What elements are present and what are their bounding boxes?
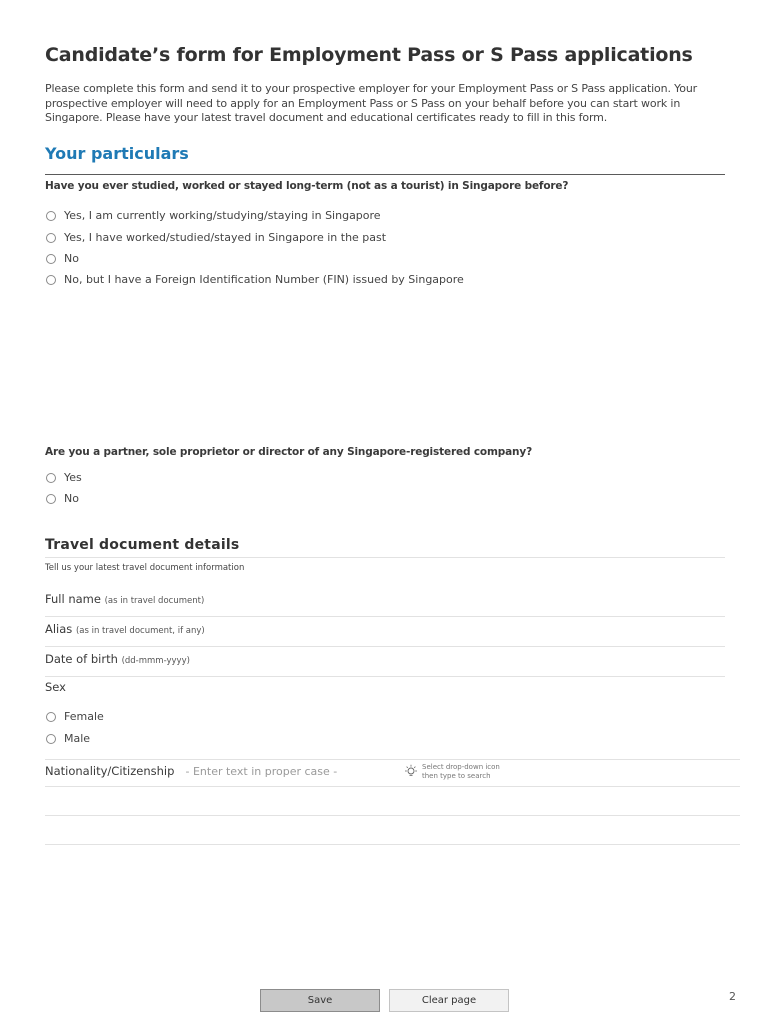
field-divider [45,646,725,647]
radio-button[interactable] [46,275,56,285]
radio-button[interactable] [46,254,56,264]
lightbulb-icon[interactable] [404,764,418,778]
dropdown-hint [422,763,500,780]
option-label: Yes, I have worked/studied/stayed in Singapore in the past [64,231,387,244]
radio-button[interactable] [46,233,56,243]
section-divider [45,174,725,175]
field-hint: (as in travel document, if any) [75,626,205,636]
option-label: No [64,252,79,265]
field-label: Full name [45,592,101,606]
alias-field[interactable] [45,622,205,636]
option-label: Yes [64,471,82,484]
option-has-fin[interactable] [46,273,464,286]
form-title: Candidate’s form for Employment Pass or S Pass applications [45,44,693,66]
radio-button[interactable] [46,712,56,722]
field-label: Alias [45,622,73,636]
field-hint: (as in travel document) [104,596,205,606]
question-prior-stay: Have you ever studied, worked or stayed long-term (not as a tourist) in Singapore before? [45,180,569,192]
option-past-stay[interactable] [46,231,386,244]
option-label: Male [64,732,91,745]
nationality-label: Nationality/Citizenship [45,764,175,778]
option-sex-female[interactable] [46,710,104,723]
full-name-field[interactable] [45,592,204,606]
option-no-stay[interactable] [46,252,79,265]
field-divider [45,676,725,677]
option-label: No [64,492,79,505]
option-label: No, but I have a Foreign Identification Number (FIN) issued by Singapore [64,273,464,286]
save-button[interactable]: Save [260,989,380,1012]
field-divider [45,844,740,845]
section-heading-particulars: Your particulars [45,144,189,163]
intro-paragraph: Please complete this form and send it to your prospective employer for your Employment Pass or S Pass application. Your prospective employer will need to apply for an Employment Pass or S Pass on your behalf before you can start work in Singapore. Please have your latest travel document and educational certificates ready to fill in this form. [45,82,698,124]
question-company-role: Are you a partner, sole proprietor or director of any Singapore-registered company? [45,446,533,458]
radio-button[interactable] [46,494,56,504]
section-divider [45,557,725,558]
field-divider [45,786,740,787]
dropdown-hint-line: then type to search [422,771,491,780]
option-label: Yes, I am currently working/studying/staying in Singapore [64,209,381,222]
option-sex-male[interactable] [46,732,90,745]
option-company-yes[interactable] [46,471,82,484]
clear-page-button[interactable]: Clear page [389,989,509,1012]
field-label: Date of birth [45,652,118,666]
radio-button[interactable] [46,211,56,221]
travel-document-subtext: Tell us your latest travel document information [45,563,245,573]
option-label: Female [64,710,104,723]
radio-button[interactable] [46,734,56,744]
dropdown-hint-line: Select drop-down icon [422,763,500,771]
field-divider [45,815,740,816]
option-company-no[interactable] [46,492,79,505]
option-currently-in-singapore[interactable] [46,209,381,222]
sex-label: Sex [45,680,66,694]
section-heading-travel-document: Travel document details [45,537,240,553]
nationality-input[interactable] [182,763,382,779]
date-of-birth-field[interactable] [45,652,190,666]
field-divider [45,759,740,760]
radio-button[interactable] [46,473,56,483]
field-divider [45,616,725,617]
field-hint: (dd-mmm-yyyy) [121,656,190,666]
page-number: 2 [729,990,736,1003]
